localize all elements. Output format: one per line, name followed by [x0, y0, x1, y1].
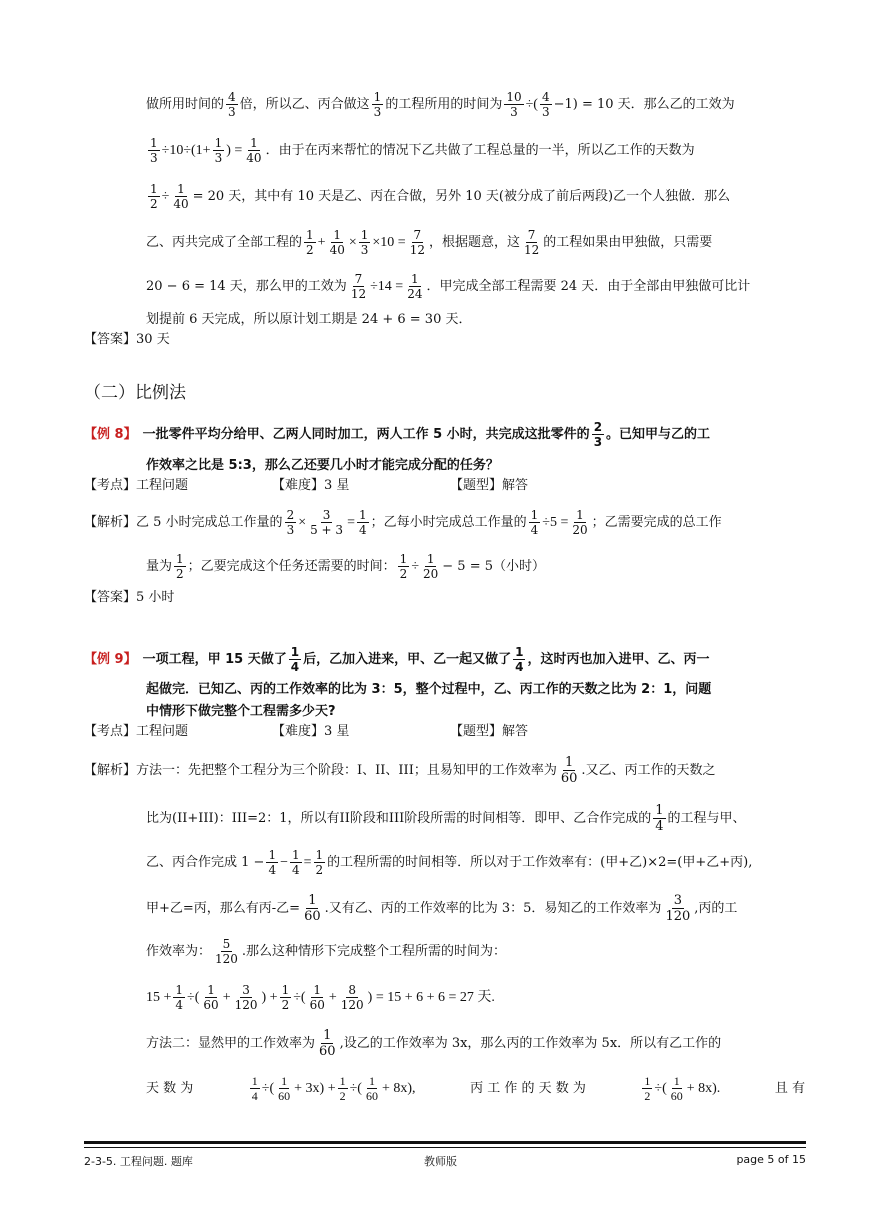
text: 且 有: [774, 1080, 805, 1096]
text: 倍，所以乙、丙合做这: [239, 96, 370, 112]
example-tag: 【例 9】: [84, 651, 137, 667]
answer-line: [84, 588, 805, 608]
text: 乙、丙合作完成 1 −: [146, 854, 265, 870]
text: 作效率为：: [146, 943, 212, 959]
answer-line: [84, 330, 805, 350]
fraction: $\frac{1}{4}$: [268, 848, 277, 877]
answer-text: 30 天: [136, 332, 170, 347]
fraction: $\frac{1}{2}$: [644, 1074, 651, 1103]
math: ) = 15 + 6 + 6 = 27 天.: [367, 989, 495, 1005]
question-text: 。已知甲与乙的工: [606, 426, 711, 442]
math: +: [222, 989, 231, 1005]
fraction: $\frac{1}{24}$: [407, 272, 423, 301]
math: ÷(: [293, 989, 306, 1005]
question-text: 后，乙加入进来，甲、乙一起又做了: [303, 651, 512, 667]
fraction: $\frac{1}{4}$: [358, 508, 367, 537]
fraction: $\frac{1}{60}$: [278, 1074, 291, 1103]
fraction: $\frac{1}{2}$: [306, 228, 314, 257]
tixing-tag: 【题型】: [450, 478, 503, 493]
kaodian-value: 工程问题: [136, 478, 189, 493]
fraction: $\frac{1}{60}$: [319, 1028, 336, 1059]
fraction: $\frac{1}{4}$: [515, 645, 524, 674]
fraction: $\frac{2}{3}$: [593, 420, 603, 449]
solution-line: [146, 848, 805, 877]
text: 方法一：先把整个工程分为三个阶段：I、II、III；且易知甲的工作效率为: [136, 762, 557, 778]
math: ×: [348, 234, 357, 250]
solution-line: [146, 272, 805, 301]
fraction: $\frac{3}{5 + 3}$: [310, 508, 344, 537]
solution-line: [146, 310, 805, 330]
solution-line: [146, 228, 805, 257]
fraction: $\frac{1}{3}$: [214, 136, 223, 165]
nandu-value: 3 星: [324, 724, 350, 739]
fraction: $\frac{7}{12}$: [350, 272, 367, 301]
text: .那么这种情形下完成整个工程所需的时间为：: [241, 943, 507, 959]
footer-center: 教师版: [424, 1155, 457, 1168]
fraction: $\frac{4}{3}$: [228, 90, 236, 119]
math: ÷14 =: [370, 278, 404, 294]
math: ) +: [261, 989, 278, 1005]
tixing-tag: 【题型】: [450, 724, 503, 739]
text: 乙 5 小时完成总工作量的: [136, 514, 283, 530]
kaodian-tag: 【考点】: [84, 724, 137, 739]
meta-row: [84, 476, 806, 496]
fraction: $\frac{3}{120}$: [234, 983, 258, 1012]
fraction: $\frac{1}{40}$: [246, 136, 262, 165]
math: 15 +: [146, 989, 172, 1005]
fraction: $\frac{1}{60}$: [560, 755, 578, 786]
page-footer: [84, 1153, 806, 1171]
answer-tag: 【答案】: [84, 332, 137, 347]
fraction: $\frac{1}{4}$: [175, 983, 184, 1012]
question-text: 一项工程，甲 15 天做了: [142, 651, 287, 667]
fraction: $\frac{1}{60}$: [203, 983, 219, 1012]
fraction: $\frac{1}{60}$: [670, 1074, 683, 1103]
solution-line: [146, 552, 805, 581]
fraction: $\frac{1}{4}$: [291, 848, 300, 877]
footer-rule: [84, 1141, 806, 1144]
solution-line: [146, 1074, 805, 1103]
fraction: $\frac{1}{3}$: [360, 228, 369, 257]
fraction: $\frac{4}{3}$: [541, 90, 550, 119]
text: 量为: [146, 558, 173, 574]
text: ,丙的工: [694, 900, 738, 916]
math: +: [328, 989, 337, 1005]
math: ÷: [161, 188, 170, 204]
fraction: $\frac{1}{40}$: [173, 182, 189, 211]
text: ,设乙的工作效率为 3x，那么丙的工作效率为 5x．所以有乙工作的: [339, 1035, 722, 1051]
fraction: $\frac{1}{60}$: [365, 1074, 378, 1103]
fraction: $\frac{1}{2}$: [339, 1074, 346, 1103]
text: 方法二：显然甲的工作效率为: [146, 1035, 316, 1051]
tixing-value: 解答: [502, 478, 529, 493]
math: −: [280, 854, 288, 870]
answer-text: 5 小时: [136, 590, 175, 605]
fraction: $\frac{1}{40}$: [329, 228, 345, 257]
fraction: $\frac{1}{2}$: [281, 983, 290, 1012]
fraction: $\frac{5}{120}$: [215, 937, 238, 966]
text: 的工程与甲、: [667, 810, 746, 826]
fraction: $\frac{1}{60}$: [304, 893, 321, 924]
text: .又有乙、丙的工作效率的比为 3：5．易知乙的工作效率为: [324, 900, 662, 916]
fraction: $\frac{10}{3}$: [506, 90, 522, 119]
footer-left: 2-3-5. 工程问题. 题库: [84, 1155, 193, 1168]
example-tag: 【例 8】: [84, 426, 137, 442]
fraction: $\frac{1}{2}$: [176, 552, 184, 581]
math: ÷(: [187, 989, 200, 1005]
text: −1) = 10 天．那么乙的工效为: [553, 96, 735, 112]
text: 的工程如果由甲独做，只需要: [543, 234, 713, 250]
kaodian-tag: 【考点】: [84, 478, 137, 493]
fraction: $\frac{1}{60}$: [309, 983, 325, 1012]
text: 丙 工 作 的 天 数 为: [470, 1080, 586, 1096]
fraction: $\frac{7}{12}$: [523, 228, 540, 257]
fraction: $\frac{1}{4}$: [251, 1074, 258, 1103]
math: ÷: [411, 558, 419, 574]
text: 天 数 为: [146, 1080, 194, 1096]
example-9-question: [84, 645, 805, 674]
math-group: $\frac{1}{4}$ ÷( $\frac{1}{60}$ + 3x) + $\frac{1}{2}$ ÷( $\frac{1}{60}$ + 8x),: [251, 1074, 416, 1103]
footer-rule: [84, 1147, 806, 1148]
text: ；乙要完成这个任务还需要的时间：: [187, 558, 396, 574]
math: ×10 =: [372, 234, 406, 250]
solution-line: [146, 937, 805, 966]
question-text: 一批零件平均分给甲、乙两人同时加工，两人工作 5 小时，共完成这批零件的: [142, 426, 590, 442]
example-8-question: [146, 456, 805, 476]
fraction: $\frac{1}{20}$: [572, 508, 588, 537]
text: 划提前 6 天完成，所以原计划工期是 24 + 6 = 30 天．: [146, 312, 472, 327]
nandu-tag: 【难度】: [272, 478, 325, 493]
text: .又乙、丙工作的天数之: [581, 762, 716, 778]
fraction: $\frac{1}{3}$: [373, 90, 382, 119]
meta-row: [84, 722, 806, 742]
example-9-question: [146, 702, 805, 722]
math: ×: [298, 514, 307, 530]
text: = 20 天，其中有 10 天是乙、丙在合做，另外 10 天(被分成了前后两段)乙一个人独做．那么: [192, 188, 731, 204]
question-text: ，这时丙也加入进甲、乙、丙一: [527, 651, 710, 667]
text: ，根据题意，这: [428, 234, 520, 250]
math: =: [347, 514, 355, 530]
question-text: 中情形下做完整个工程需多少天?: [146, 704, 336, 719]
nandu-tag: 【难度】: [272, 724, 325, 739]
fraction: $\frac{1}{2}$: [150, 182, 158, 211]
text: 甲+乙=丙，那么有丙-乙=: [146, 900, 301, 916]
text: 的工程所需的时间相等．所以对于工作效率有：(甲+乙)×2=(甲+乙+丙),: [327, 854, 753, 870]
math: ÷10÷(1+: [161, 142, 211, 158]
example-9-question: [146, 680, 805, 700]
solution-line: [146, 136, 805, 165]
text: 乙、丙共完成了全部工程的: [146, 234, 303, 250]
text: ．甲完成全部工程需要 24 天．由于全部由甲独做可比计: [426, 278, 751, 294]
fraction: $\frac{1}{2}$: [315, 848, 324, 877]
fraction: $\frac{8}{120}$: [340, 983, 364, 1012]
solution-line: [84, 755, 805, 786]
math: ÷(: [525, 96, 538, 112]
fraction: $\frac{2}{3}$: [286, 508, 295, 537]
solution-line: [146, 983, 805, 1012]
jiexi-tag: 【解析】: [84, 514, 137, 530]
solution-line: [146, 90, 805, 119]
answer-tag: 【答案】: [84, 590, 137, 605]
math: ÷5 =: [542, 514, 569, 530]
fraction: $\frac{7}{12}$: [409, 228, 425, 257]
text: ；乙需要完成的总工作: [591, 514, 722, 530]
footer-page-number: page 5 of 15: [736, 1153, 806, 1166]
fraction: $\frac{1}{4}$: [290, 645, 300, 674]
math-group: $\frac{1}{2}$ ÷( $\frac{1}{60}$ + 8x).: [644, 1074, 721, 1103]
fraction: $\frac{1}{4}$: [655, 803, 664, 834]
solution-line: [84, 508, 805, 537]
math: +: [317, 234, 326, 250]
solution-line: [146, 803, 805, 834]
question-text: 作效率之比是 5:3，那么乙还要几小时才能完成分配的任务？: [146, 458, 499, 473]
math: =: [303, 854, 312, 870]
section-title: （二）比例法: [84, 383, 186, 403]
example-8-question: [84, 420, 805, 449]
solution-line: [146, 182, 805, 211]
text: ；乙每小时完成总工作量的: [370, 514, 527, 530]
question-text: 起做完．已知乙、丙的工作效率的比为 3：5，整个过程中，乙、丙工作的天数之比为 2：1，问题: [146, 682, 712, 697]
fraction: $\frac{1}{4}$: [530, 508, 539, 537]
tixing-value: 解答: [502, 724, 529, 739]
fraction: $\frac{3}{120}$: [665, 893, 691, 924]
kaodian-value: 工程问题: [136, 724, 189, 739]
fraction: $\frac{1}{20}$: [423, 552, 439, 581]
math: ) =: [226, 142, 243, 158]
text: 比为(II+III)：III=2：1，所以有II阶段和III阶段所需的时间相等．即甲、乙合作完成的: [146, 810, 652, 826]
jiexi-tag: 【解析】: [84, 762, 137, 778]
text: − 5 = 5（小时）: [442, 558, 546, 574]
nandu-value: 3 星: [324, 478, 350, 493]
solution-line: [146, 1028, 805, 1059]
fraction: $\frac{1}{3}$: [150, 136, 158, 165]
text: 做所用时间的: [146, 96, 225, 112]
fraction: $\frac{1}{2}$: [399, 552, 408, 581]
text: ．由于在丙来帮忙的情况下乙共做了工程总量的一半，所以乙工作的天数为: [265, 142, 695, 158]
text: 的工程所用的时间为: [385, 96, 503, 112]
text: 20 − 6 = 14 天，那么甲的工效为: [146, 278, 347, 294]
solution-line: [146, 893, 805, 924]
